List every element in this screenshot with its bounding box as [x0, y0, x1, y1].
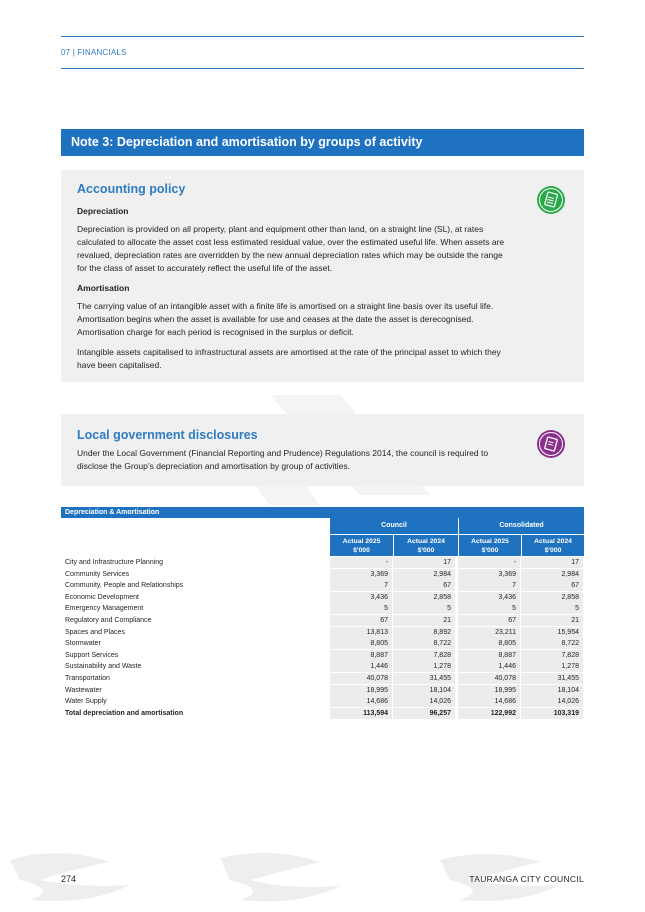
table-total-row [61, 708, 584, 720]
table-title: Depreciation & Amortisation [61, 507, 584, 518]
book-icon [536, 429, 566, 459]
table-row [61, 592, 584, 604]
table-cell: 3,436 [458, 592, 520, 603]
row-label: Regulatory and Compliance [65, 616, 152, 624]
table-cell: 7 [458, 580, 520, 591]
amortisation-text-1: The carrying value of an intangible asset with a finite life is amortised on a straight line basis over its useful life. Amortisation begins when the asset is available for use and ceases at the date the asset is derecognised. Amortisation charge for each period is recognised in the surplus or deficit. [77, 301, 494, 337]
row-label: Wastewater [65, 686, 102, 694]
table-cell: 14,686 [330, 696, 392, 707]
table-cell: 8,887 [330, 650, 392, 661]
table-cell: 13,813 [330, 627, 392, 638]
group-header-council: Council [330, 518, 458, 534]
table-cell: 3,369 [330, 569, 392, 580]
table-cell: 1,446 [458, 661, 520, 672]
table-cell: 96,257 [393, 708, 455, 719]
column-header: Actual 2025 $'000 [459, 535, 521, 556]
table-row [61, 673, 584, 685]
table-cell: 1,278 [521, 661, 583, 672]
table-cell: 5 [393, 603, 455, 614]
table-cell: - [330, 557, 392, 568]
table-cell: 8,722 [521, 638, 583, 649]
table-cell: 21 [521, 615, 583, 626]
row-label: Water Supply [65, 698, 107, 706]
table-cell: 21 [393, 615, 455, 626]
table-row [61, 638, 584, 650]
table-body [61, 557, 584, 719]
table-cell: 31,455 [521, 673, 583, 684]
row-label: Total depreciation and amortisation [65, 709, 184, 717]
table-cell: 67 [330, 615, 392, 626]
table-cell: 18,104 [393, 685, 455, 696]
table-cell: 8,805 [458, 638, 520, 649]
disclosures-text: Under the Local Government (Financial Reporting and Prudence) Regulations 2014, the council is required to disclose the Group’s depreciation and amortisation by group of activities. [77, 448, 489, 471]
row-label: Sustainability and Waste [65, 663, 142, 671]
table-cell: 15,954 [521, 627, 583, 638]
page-number: 274 [61, 874, 77, 884]
table-row [61, 569, 584, 581]
table-cell: 23,211 [458, 627, 520, 638]
checklist-icon [536, 185, 566, 215]
row-label: Emergency Management [65, 605, 144, 613]
header-rule-top [61, 36, 584, 37]
column-header: Actual 2025 $'000 [330, 535, 393, 556]
accounting-policy-title: Accounting policy [77, 182, 186, 196]
row-label: Community, People and Relationships [65, 582, 184, 590]
row-label: Stormwater [65, 640, 101, 648]
table-cell: 5 [521, 603, 583, 614]
table-cell: 2,858 [393, 592, 455, 603]
disclosures-box [61, 414, 584, 486]
table-cell: 122,992 [458, 708, 520, 719]
table-cell: 67 [393, 580, 455, 591]
row-label: Economic Development [65, 593, 139, 601]
header-rule-bottom [61, 68, 584, 69]
table-cell: 1,278 [393, 661, 455, 672]
table-cell: 3,436 [330, 592, 392, 603]
table-row [61, 603, 584, 615]
group-header-consolidated: Consolidated [459, 518, 584, 534]
table-cell: 8,805 [330, 638, 392, 649]
row-label: Transportation [65, 674, 110, 682]
table-cell: 2,858 [521, 592, 583, 603]
section-label: 07 | FINANCIALS [61, 48, 127, 57]
table-cell: 103,319 [521, 708, 583, 719]
table-cell: 8,892 [393, 627, 455, 638]
table-row [61, 580, 584, 592]
table-row [61, 627, 584, 639]
table-cell: 67 [458, 615, 520, 626]
table-row [61, 685, 584, 697]
table-cell: 14,686 [458, 696, 520, 707]
row-label: City and Infrastructure Planning [65, 559, 164, 566]
table-cell: 7,828 [393, 650, 455, 661]
table-cell: 5 [330, 603, 392, 614]
table-cell: 8,722 [393, 638, 455, 649]
table-cell: 18,995 [330, 685, 392, 696]
table-cell: 40,078 [458, 673, 520, 684]
amortisation-text-2: Intangible assets capitalised to infrastructural assets are amortised at the rate of the principal asset to which they have been capitalised. [77, 347, 501, 370]
table-cell: 2,984 [393, 569, 455, 580]
disclosures-title: Local government disclosures [77, 428, 258, 442]
column-header: Actual 2024 $'000 [522, 535, 584, 556]
table-cell: 7 [330, 580, 392, 591]
table-row [61, 661, 584, 673]
table-cell: 18,995 [458, 685, 520, 696]
table-cell: 14,026 [393, 696, 455, 707]
table-cell: 67 [521, 580, 583, 591]
table-cell: 2,984 [521, 569, 583, 580]
table-row [61, 650, 584, 662]
row-label: Community Services [65, 570, 130, 578]
table-row [61, 696, 584, 708]
depreciation-text: Depreciation is provided on all property, plant and equipment other than land, on a straight line (SL), at rates calculated to allocate the asset cost less estimated residual value, over the estimated useful life. When assets are revalued, depreciation rates are overridden by the new annual depreciation rates which may be outside the range for the class of asset to accurately reflect the useful life of the asset. [77, 224, 505, 273]
table-cell: 40,078 [330, 673, 392, 684]
table-cell: 31,455 [393, 673, 455, 684]
table-cell: 1,446 [330, 661, 392, 672]
table-cell: 7,828 [521, 650, 583, 661]
note-title: Note 3: Depreciation and amortisation by groups of activity [61, 129, 584, 156]
column-header: Actual 2024 $'000 [394, 535, 458, 556]
accounting-policy-box [61, 170, 584, 382]
table-cell: 17 [393, 557, 455, 568]
table-cell: 5 [458, 603, 520, 614]
table-row [61, 615, 584, 627]
row-label: Support Services [65, 651, 119, 659]
table-cell: 113,594 [330, 708, 392, 719]
amortisation-heading: Amortisation [77, 283, 130, 293]
organisation-name: TAURANGA CITY COUNCIL [469, 874, 584, 884]
table-row [61, 557, 584, 569]
table-cell: 18,104 [521, 685, 583, 696]
table-cell: 3,369 [458, 569, 520, 580]
table-cell: - [458, 557, 520, 568]
row-label: Spaces and Places [65, 628, 125, 636]
depreciation-heading: Depreciation [77, 206, 129, 216]
table-cell: 8,887 [458, 650, 520, 661]
table-cell: 14,026 [521, 696, 583, 707]
table-cell: 17 [521, 557, 583, 568]
